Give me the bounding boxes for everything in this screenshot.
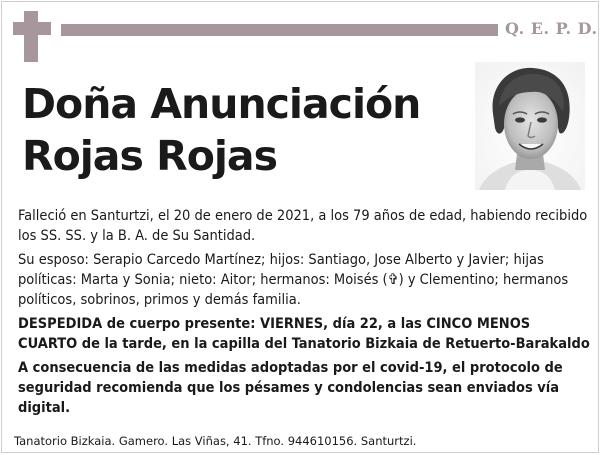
deceased-name-line1: Doña Anunciación xyxy=(22,80,421,128)
qepd-label: Q. E. P. D. xyxy=(505,19,598,38)
farewell-paragraph: DESPEDIDA de cuerpo presente: VIERNES, día 22, a las CINCO MENOS CUARTO de la tarde, en la capilla del Tanatorio Bizkaia de Retuerto-Barakaldo xyxy=(18,316,590,352)
death-paragraph: Falleció en Santurtzi, el 20 de enero de 2021, a los 79 años de edad, habiendo recibido los SS. SS. y la B. A. de Su Santidad. xyxy=(18,208,588,244)
deceased-name-line2: Rojas Rojas xyxy=(22,132,277,180)
header-bar xyxy=(61,24,498,36)
obituary-card xyxy=(1,1,599,453)
footer-address: Tanatorio Bizkaia. Gamero. Las Viñas, 41. Tfno. 944610156. Santurtzi. xyxy=(14,434,417,448)
deceased-name xyxy=(22,78,420,182)
cross-icon xyxy=(24,11,38,62)
portrait-photo xyxy=(475,62,585,190)
obituary-body xyxy=(18,206,593,422)
family-paragraph: Su esposo: Serapio Carcedo Martínez; hijos: Santiago, Jose Alberto y Javier; hijas políticas: Marta y Sonia; nieto: Aitor; hermanos: Moisés (✞) y Clementino; hermanos políticos, sobrinos, primos y demás familia. xyxy=(18,252,569,308)
cross-icon-arm xyxy=(13,22,51,35)
covid-paragraph: A consecuencia de las medidas adoptadas por el covid-19, el protocolo de seguridad recomienda que los pésames y condolencias sean enviados vía digital. xyxy=(18,360,563,416)
